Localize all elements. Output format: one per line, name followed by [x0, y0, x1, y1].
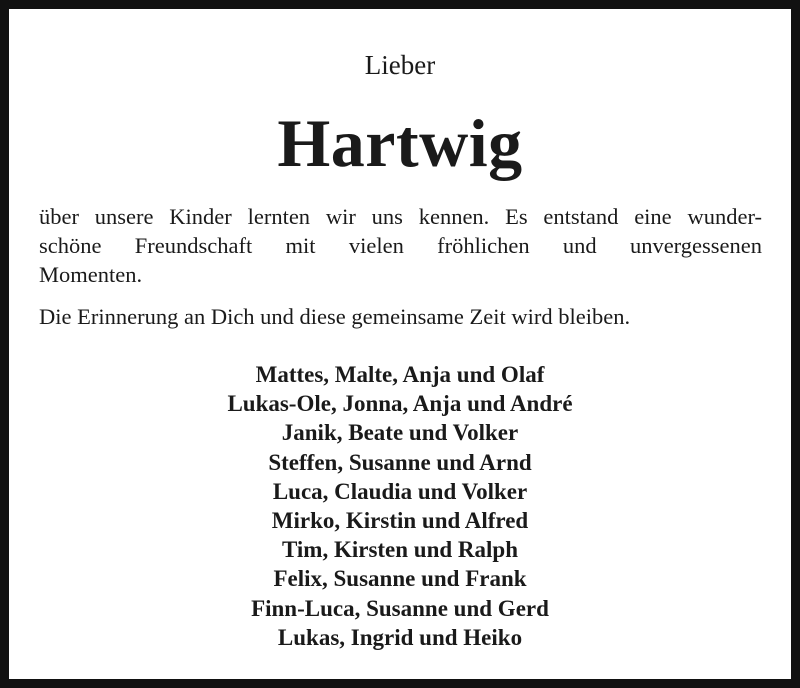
tribute-line: schöne Freundschaft mit vielen fröhlichen und unvergessenen	[39, 233, 762, 258]
salutation: Lieber	[364, 50, 436, 80]
signer-line: Janik, Beate und Volker	[281, 420, 519, 446]
signer-line: Luca, Claudia und Volker	[272, 478, 528, 504]
signer-line: Lukas-Ole, Jonna, Anja und André	[227, 391, 573, 417]
deceased-name: Hartwig	[277, 105, 523, 181]
signer-line: Finn-Luca, Susanne und Gerd	[251, 595, 549, 621]
signer-line: Mattes, Malte, Anja und Olaf	[255, 362, 545, 387]
tribute-paragraph	[39, 202, 762, 289]
signer-line: Felix, Susanne und Frank	[273, 566, 527, 592]
tribute-line: Momenten.	[39, 262, 143, 287]
signer-line: Lukas, Ingrid und Heiko	[277, 624, 523, 650]
memory-paragraph: Die Erinnerung an Dich und diese gemeinsame Zeit wird bleiben.	[39, 304, 631, 329]
tribute-line: über unsere Kinder lernten wir uns kennen. Es entstand eine wunder-	[39, 204, 762, 229]
signer-line: Steffen, Susanne und Arnd	[268, 449, 532, 475]
signer-line: Tim, Kirsten und Ralph	[281, 537, 519, 563]
signer-line: Mirko, Kirstin und Alfred	[271, 508, 529, 534]
signers-list	[9, 360, 791, 652]
